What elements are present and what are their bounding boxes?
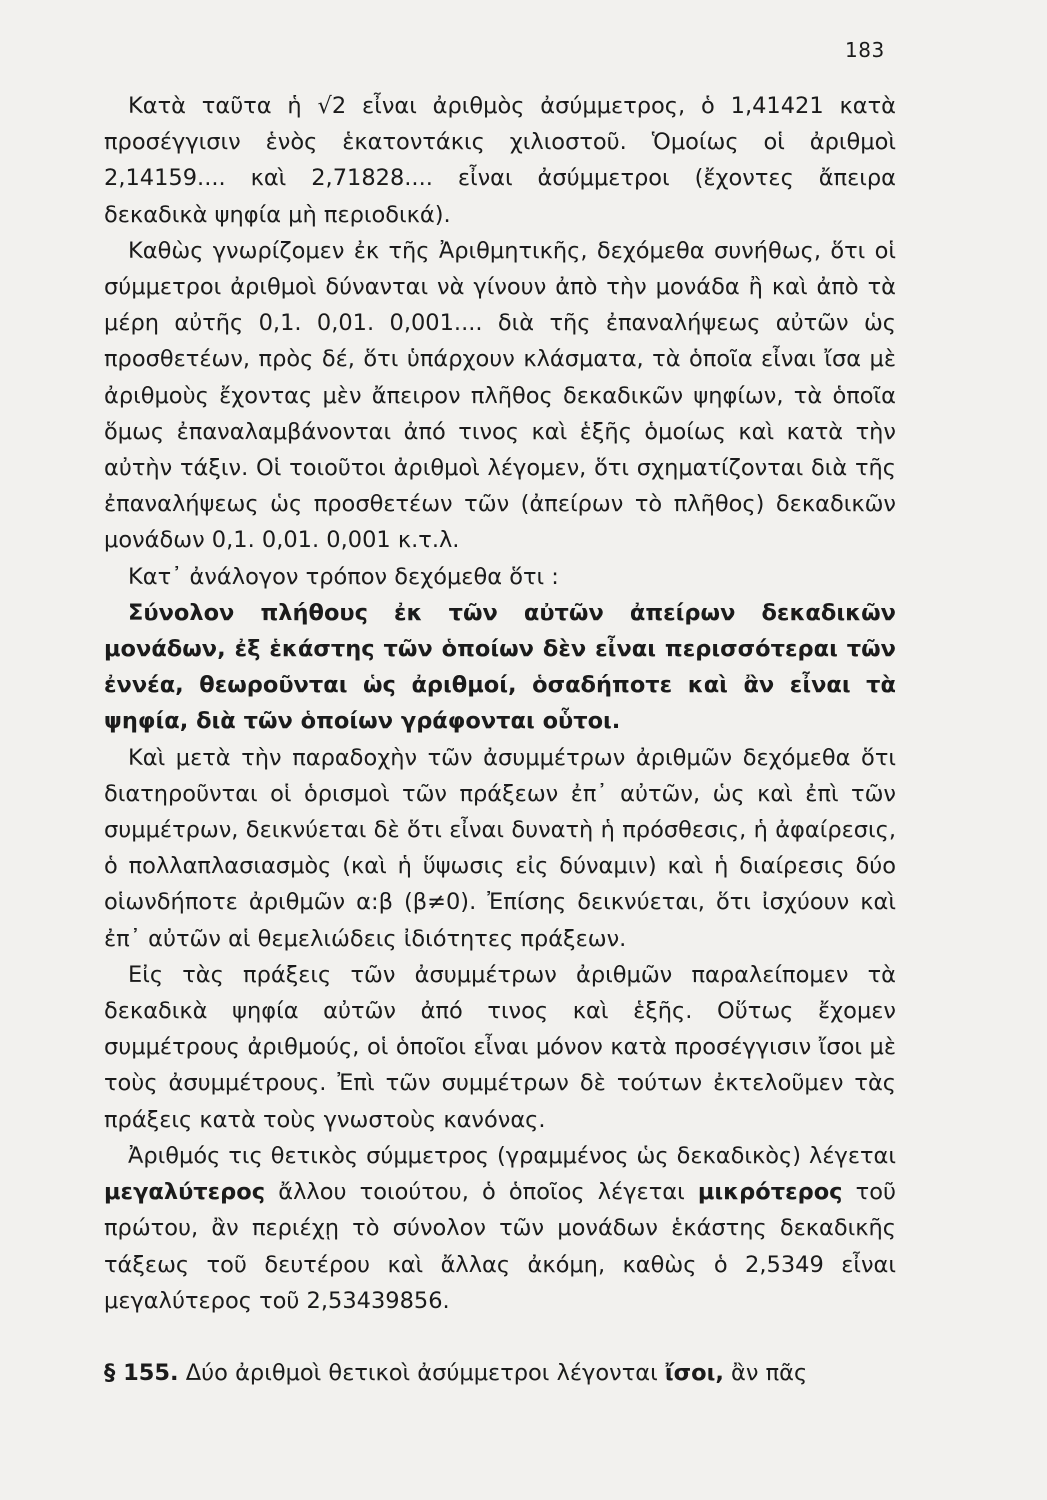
- paragraph-ordering: [104, 1138, 896, 1319]
- section-155-symbol: § 155.: [104, 1359, 179, 1386]
- term-equal: ἴσοι,: [664, 1359, 724, 1386]
- page-number: 183: [845, 38, 885, 62]
- section-155-text-1: Δύο ἀριθμοὶ θετικοὶ ἀσύμμετροι λέγονται: [178, 1359, 665, 1386]
- section-gap: [104, 1319, 896, 1355]
- paragraph-operations: Καὶ μετὰ τὴν παραδοχὴν τῶν ἀσυμμέτρων ἀριθμῶν δεχόμεθα ὅτι διατηροῦνται οἱ ὁρισμοὶ τῶν πράξεων ἐπ᾽ αὐτῶν, ὡς καὶ ἐπὶ τῶν συμμέτρων, δεικνύεται δὲ ὅτι εἶναι δυνατὴ ἡ πρόσθεσις, ἡ ἀφαίρεσις, ὁ πολλαπλασιασμὸς (καὶ ἡ ὕψωσις εἰς δύναμιν) καὶ ἡ διαίρεσις δύο οἱωνδήποτε ἀριθμῶν α:β (β≠0). Ἐπίσης δεικνύεται, ὅτι ἰσχύουν καὶ ἐπ᾽ αὐτῶν αἱ θεμελιώδεις ἰδιότητες πράξεων.: [104, 744, 896, 952]
- section-155: [104, 1355, 896, 1391]
- page-body: [104, 88, 896, 1391]
- term-greater: μεγαλύτερος: [104, 1179, 266, 1206]
- ordering-text-2: ἄλλου τοιούτου, ὁ ὁποῖος λέγεται: [265, 1179, 698, 1206]
- ordering-text-3: τοῦ πρώτου, ἂν περιέχῃ τὸ σύνολον τῶν μονάδων ἑκάστης δεκαδικῆς τάξεως τοῦ δευτέρου καὶ ἄλλας ἀκόμη, καθὼς ὁ 2,5349 εἶναι μεγαλύτερος τοῦ 2,53439856.: [104, 1179, 897, 1314]
- term-smaller: μικρότερος: [697, 1179, 843, 1206]
- paragraph-rational-numbers: Καθὼς γνωρίζομεν ἐκ τῆς Ἀριθμητικῆς, δεχόμεθα συνήθως, ὅτι οἱ σύμμετροι ἀριθμοὶ δύνανται νὰ γίνουν ἀπὸ τὴν μονάδα ἢ καὶ ἀπὸ τὰ μέρη αὐτῆς 0,1. 0,01. 0,001.... διὰ τῆς ἐπαναλήψεως αὐτῶν ὡς προσθετέων, πρὸς δέ, ὅτι ὑπάρχουν κλάσματα, τὰ ὁποῖα εἶναι ἴσα μὲ ἀριθμοὺς ἔχοντας μὲν ἄπειρον πλῆθος δεκαδικῶν ψηφίων, τὰ ὁποῖα ὅμως ἐπαναλαμβάνονται ἀπό τινος καὶ ἑξῆς ὁμοίως καὶ κατὰ τὴν αὐτὴν τάξιν. Οἱ τοιοῦτοι ἀριθμοὶ λέγομεν, ὅτι σχηματίζονται διὰ τῆς ἐπαναλήψεως ὡς προσθετέων τῶν (ἀπείρων τὸ πλῆθος) δεκαδικῶν μονάδων 0,1. 0,01. 0,001 κ.τ.λ.: [104, 237, 896, 554]
- paragraph-approximation: Εἰς τὰς πράξεις τῶν ἀσυμμέτρων ἀριθμῶν παραλείπομεν τὰ δεκαδικὰ ψηφία αὐτῶν ἀπό τινος καὶ ἑξῆς. Οὕτως ἔχομεν συμμέτρους ἀριθμούς, οἱ ὁποῖοι εἶναι μόνον κατὰ προσέγγισιν ἴσοι μὲ τοὺς ἀσυμμέτρους. Ἐπὶ τῶν συμμέτρων δὲ τούτων ἐκτελοῦμεν τὰς πράξεις κατὰ τοὺς γνωστοὺς κανόνας.: [104, 961, 896, 1133]
- paragraph-definition: Σύνολον πλήθους ἐκ τῶν αὐτῶν ἀπείρων δεκαδικῶν μονάδων, ἐξ ἑκάστης τῶν ὁποίων δὲν εἶναι περισσότεραι τῶν ἐννέα, θεωροῦνται ὡς ἀριθμοί, ὁσαδήποτε καὶ ἂν εἶναι τὰ ψηφία, διὰ τῶν ὁποίων γράφονται οὗτοι.: [104, 599, 896, 735]
- ordering-text-1: Ἀριθμός τις θετικὸς σύμμετρος (γραμμένος ὡς δεκαδικὸς) λέγεται: [128, 1142, 896, 1169]
- section-155-text-2: ἂν πᾶς: [723, 1359, 808, 1386]
- paragraph-irrational-examples: Κατὰ ταῦτα ἡ √2 εἶναι ἀριθμὸς ἀσύμμετρος, ὁ 1,41421 κατὰ προσέγγισιν ἑνὸς ἑκατοντάκις χιλιοστοῦ. Ὁμοίως οἱ ἀριθμοὶ 2,14159.... καὶ 2,71828.... εἶναι ἀσύμμετροι (ἔχοντες ἄπειρα δεκαδικὰ ψηφία μὴ περιοδικά).: [104, 93, 896, 228]
- paragraph-analogy-intro: Κατ᾽ ἀνάλογον τρόπον δεχόμεθα ὅτι :: [128, 563, 559, 590]
